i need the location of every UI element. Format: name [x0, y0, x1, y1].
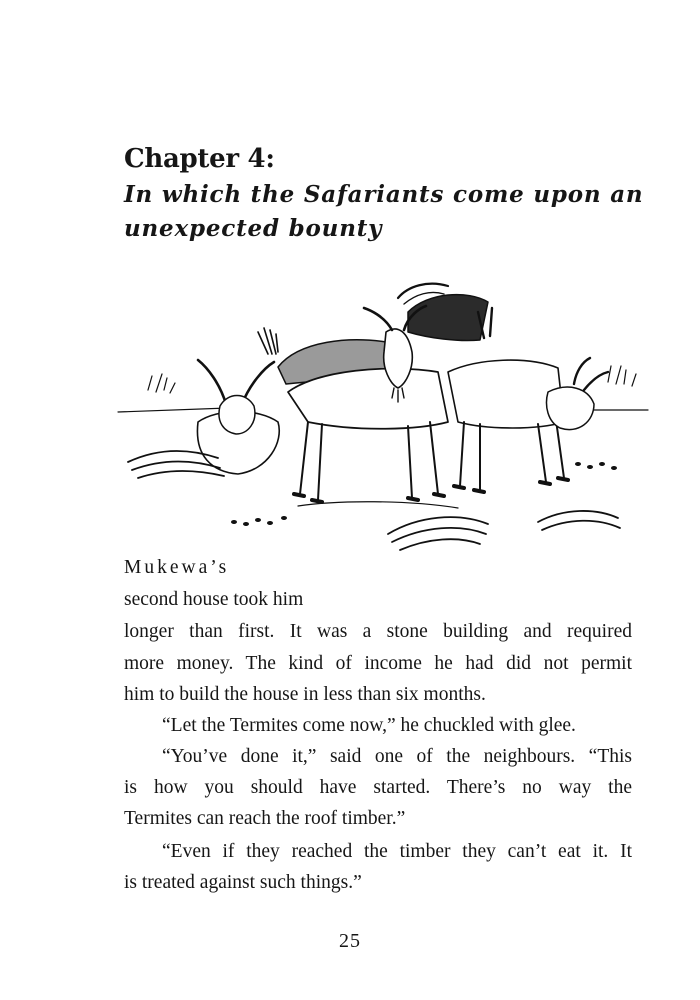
body-line: him to build the house in less than six months. — [124, 684, 486, 705]
body-line: is how you should have started. There’s no way the — [124, 777, 632, 798]
body-line: longer than first. It was a stone building and required — [124, 621, 632, 642]
body-line: Termites can reach the roof timber.” — [124, 808, 406, 829]
chapter-subtitle: In which the Safariants come upon an unexpected bounty — [124, 181, 644, 242]
goats-illustration — [108, 272, 656, 582]
body-line: “Let the Termites come now,” he chuckled with glee. — [162, 715, 576, 736]
opening-word: Mukewa’s — [124, 557, 230, 578]
body-line: more money. The kind of income he had did not permit — [124, 653, 632, 674]
body-line: “You’ve done it,” said one of the neighbours. “This — [162, 746, 632, 767]
body-line: is treated against such things.” — [124, 872, 362, 893]
body-line: second house took him — [124, 589, 304, 610]
page-number: 25 — [339, 930, 361, 952]
body-line: “Even if they reached the timber they can’t eat it. It — [162, 841, 632, 862]
chapter-heading: Chapter 4: — [124, 144, 275, 174]
